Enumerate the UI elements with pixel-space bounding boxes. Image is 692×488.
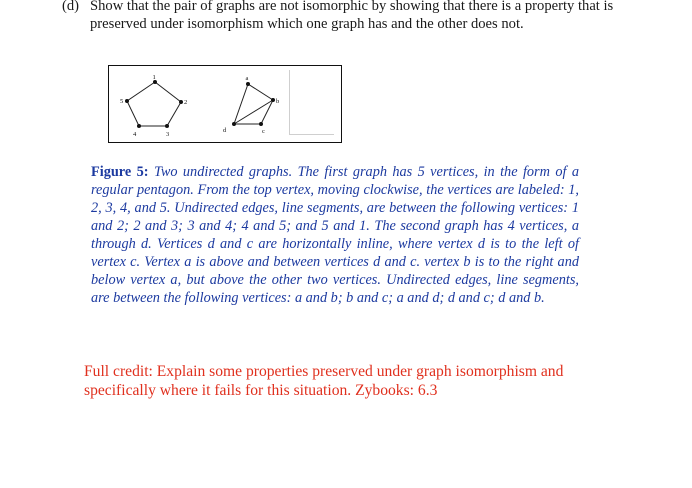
vertex-d [232, 122, 236, 126]
problem-text: Show that the pair of graphs are not isomorphic by showing that there is a property that is preserved under isomorphism which one graph has and the other does not. [90, 0, 614, 32]
vertex-label-5: 5 [120, 98, 124, 105]
vertex-label-c: c [262, 128, 265, 135]
edge-1-2 [155, 82, 181, 102]
vertex-a [246, 82, 250, 86]
edge-a-b [248, 84, 273, 100]
edge-4-5 [127, 101, 139, 126]
graph-1-vertices [125, 80, 183, 128]
vertex-label-d: d [223, 127, 227, 134]
graph-1 [127, 82, 181, 126]
vertex-3 [165, 124, 169, 128]
graph-1-labels [120, 74, 187, 138]
vertex-label-4: 4 [133, 131, 137, 138]
graph-2 [234, 84, 273, 124]
problem-statement [62, 0, 622, 33]
instructor-note: Full credit: Explain some properties preserved under graph isomorphism and specifically where it fails for this situation. Zybooks: 6.3 [84, 363, 564, 399]
problem-label: (d) [62, 0, 80, 14]
blank-panel [289, 70, 334, 135]
vertex-2 [179, 100, 183, 104]
vertex-label-b: b [276, 98, 280, 105]
edge-2-3 [167, 102, 181, 126]
graph-2-vertices [232, 82, 275, 126]
figure-caption [91, 163, 579, 307]
vertex-label-a: a [245, 75, 249, 82]
edge-5-1 [127, 82, 155, 101]
vertex-b [271, 98, 275, 102]
vertex-4 [137, 124, 141, 128]
figure-label: Figure 5: [91, 164, 149, 180]
vertex-label-3: 3 [166, 131, 170, 138]
vertex-5 [125, 99, 129, 103]
caption-text: Two undirected graphs. The first graph has 5 vertices, in the form of a regular pentagon. From the top vertex, moving clockwise, the vertices are labeled: 1, 2, 3, 4, and 5. Undirected edges, line segments, are between the following vertices: 1 and 2; 2 and 3; 3 and 4; 4 and 5; and 5 and 1. The second graph has 4 vertices, a through d. Vertices d and c are horizontally inline, where vertex d is to the left of vertex c. Vertex a is above and between vertices d and c. vertex b is to the right and below vertex a, but above the other two vertices. Undirected edges, line segments, are between the following vertices: a and b; b and c; a and d; d and c; d and b. [91, 164, 579, 306]
edge-a-d [234, 84, 248, 124]
vertex-label-1: 1 [152, 74, 156, 81]
figure-box [108, 65, 342, 143]
vertex-label-2: 2 [184, 99, 188, 106]
vertex-c [259, 122, 263, 126]
